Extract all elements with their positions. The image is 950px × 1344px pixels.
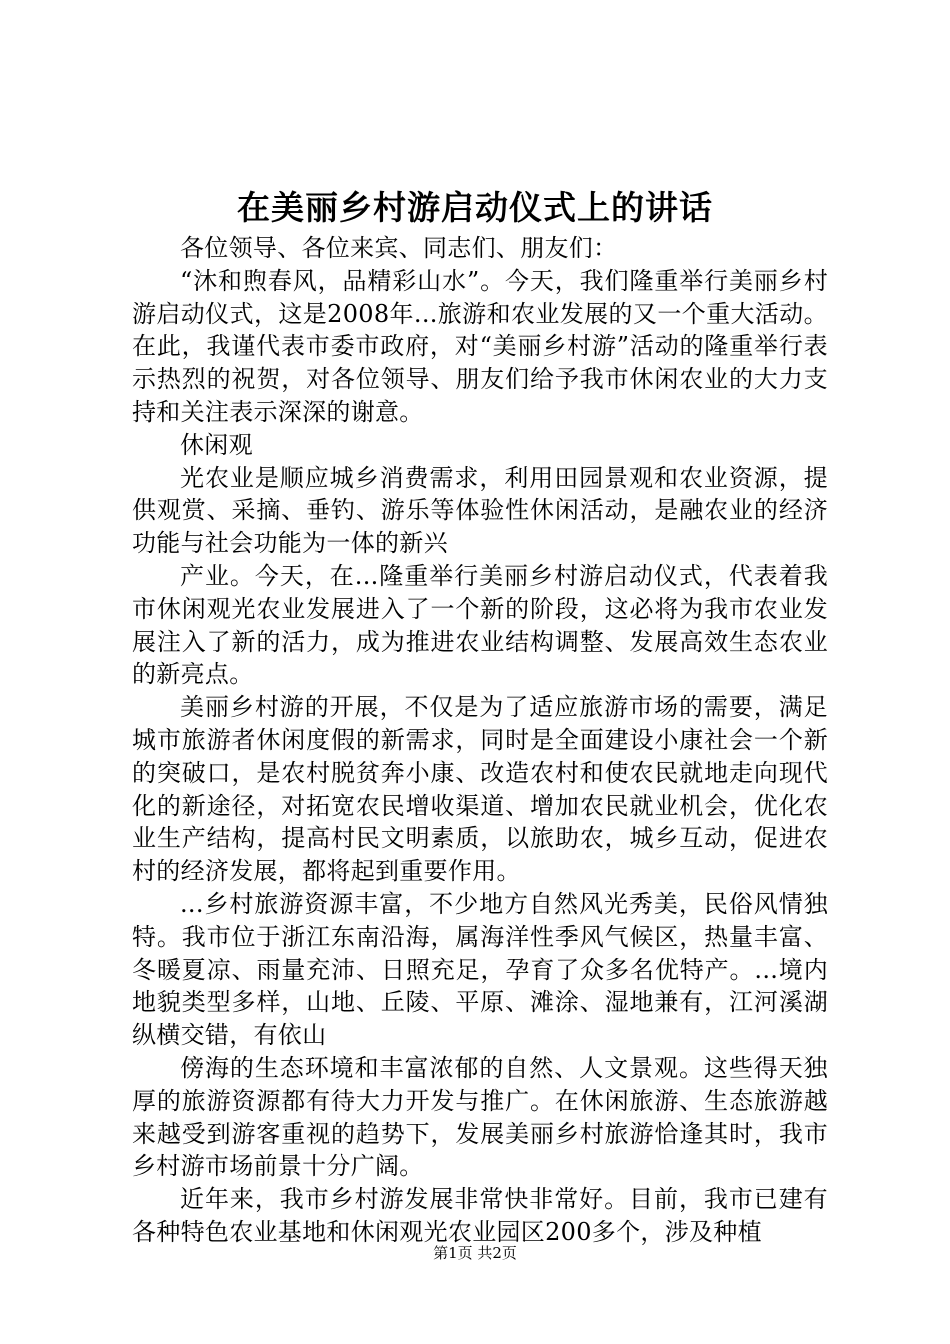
paragraph-salutation: 各位领导、各位来宾、同志们、朋友们：	[180, 234, 618, 262]
document-body	[132, 232, 828, 1249]
document-title: 在美丽乡村游启动仪式上的讲话	[237, 188, 713, 227]
paragraph: 美丽乡村游的开展，不仅是为了适应旅游市场的需要，满足城市旅游者休闲度假的新需求，同时是全面建设小康社会一个新的突破口，是农村脱贫奔小康、改造农村和使农民就地走向现代化的新途径，对拓宽农民增收渠道、增加农民就业机会，优化农业生产结构，提高村民文明素质，以旅助农，城乡互动，促进农村的经济发展，都将起到重要作用。	[132, 693, 828, 886]
paragraph: “沐和煦春风，品精彩山水”。今天，我们隆重举行美丽乡村游启动仪式，这是2008年...旅游和农业发展的又一个重大活动。在此，我谨代表市委市政府，对“美丽乡村游”活动的隆重举行表示热烈的祝贺，对各位领导、朋友们给予我市休闲农业的大力支持和关注表示深深的谢意。	[132, 266, 828, 426]
paragraph: ...乡村旅游资源丰富，不少地方自然风光秀美，民俗风情独特。我市位于浙江东南沿海，属海洋性季风气候区，热量丰富、冬暖夏凉、雨量充沛、日照充足，孕育了众多名优特产。...境内地貌类型多样，山地、丘陵、平原、滩涂、湿地兼有，江河溪湖纵横交错，有依山	[132, 889, 828, 1050]
paragraph: 近年来，我市乡村游发展非常快非常好。目前，我市已建有各种特色农业基地和休闲观光农业园区200多个，涉及种植	[132, 1185, 828, 1246]
paragraph: 休闲观	[180, 430, 253, 459]
paragraph: 光农业是顺应城乡消费需求，利用田园景观和农业资源，提供观赏、采摘、垂钓、游乐等体验性休闲活动，是融农业的经济功能与社会功能为一体的新兴	[132, 463, 828, 558]
paragraph: 傍海的生态环境和丰富浓郁的自然、人文景观。这些得天独厚的旅游资源都有待大力开发与推广。在休闲旅游、生态旅游越来越受到游客重视的趋势下，发展美丽乡村旅游恰逢其时，我市乡村游市场前景十分广阔。	[132, 1053, 828, 1181]
page-number-footer: 第1页 共2页	[433, 1244, 517, 1262]
paragraph: 产业。今天，在...隆重举行美丽乡村游启动仪式，代表着我市休闲观光农业发展进入了一个新的阶段，这必将为我市农业发展注入了新的活力，成为推进农业结构调整、发展高效生态农业的新亮点。	[132, 561, 828, 689]
